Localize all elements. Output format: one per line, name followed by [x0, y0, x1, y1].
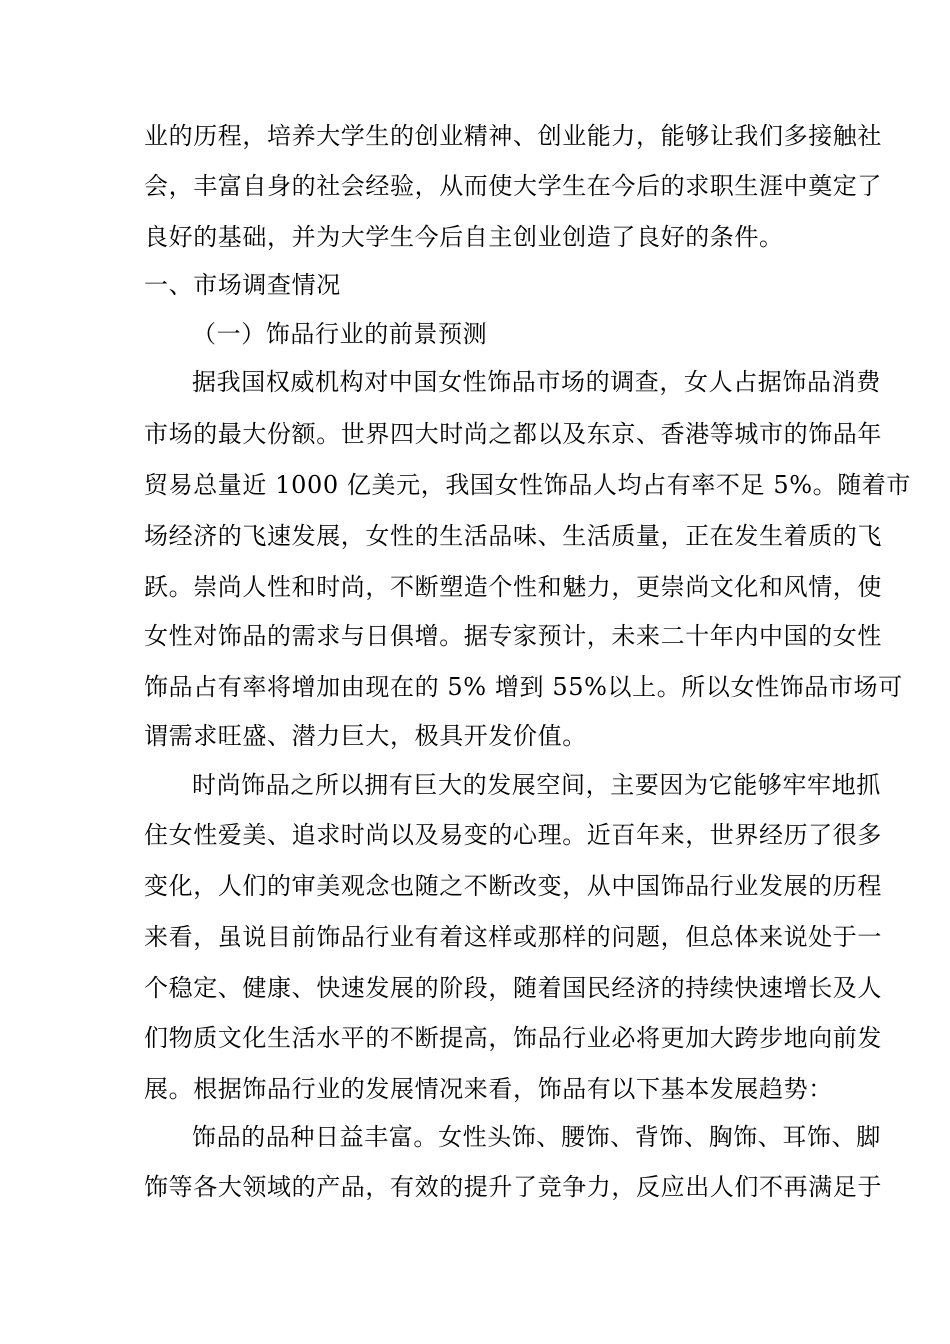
- text-line: 女性对饰品的需求与日俱增。据专家预计，未来二十年内中国的女性: [144, 622, 882, 650]
- text-line: 贸易总量近 1000 亿美元，我国女性饰品人均占有率不足 5%。随着市: [144, 471, 912, 499]
- text-line: 时尚饰品之所以拥有巨大的发展空间，主要因为它能够牢牢地抓: [192, 771, 881, 799]
- text-line: 饰品的品种日益丰富。女性头饰、腰饰、背饰、胸饰、耳饰、脚: [192, 1123, 881, 1151]
- text-line: 据我国权威机构对中国女性饰品市场的调查，女人占据饰品消费: [192, 368, 881, 396]
- text-line: 谓需求旺盛、潜力巨大，极具开发价值。: [144, 722, 587, 750]
- section-heading: 一、市场调查情况: [144, 271, 341, 299]
- text-line: 跃。崇尚人性和时尚，不断塑造个性和魅力，更崇尚文化和风情，使: [144, 573, 882, 601]
- text-line: 变化，人们的审美观念也随之不断改变，从中国饰品行业发展的历程: [144, 872, 882, 900]
- text-line: 场经济的飞速发展，女性的生活品味、生活质量，正在发生着质的飞: [144, 522, 882, 550]
- text-line: 个稳定、健康、快速发展的阶段，随着国民经济的持续快速增长及人: [144, 974, 882, 1002]
- text-line: 饰等各大领域的产品，有效的提升了竞争力，反应出人们不再满足于: [144, 1173, 882, 1201]
- text-line: 会，丰富自身的社会经验，从而使大学生在今后的求职生涯中奠定了: [144, 172, 882, 200]
- text-line: 市场的最大份额。世界四大时尚之都以及东京、香港等城市的饰品年: [144, 420, 882, 448]
- text-line: 来看，虽说目前饰品行业有着这样或那样的问题，但总体来说处于一: [144, 923, 882, 951]
- text-line: 住女性爱美、追求时尚以及易变的心理。近百年来，世界经历了很多: [144, 821, 882, 849]
- text-line: 良好的基础，并为大学生今后自主创业创造了良好的条件。: [144, 223, 784, 251]
- text-line: 业的历程，培养大学生的创业精神、创业能力，能够让我们多接触社: [144, 122, 882, 150]
- text-line: 们物质文化生活水平的不断提高，饰品行业必将更加大跨步地向前发: [144, 1024, 882, 1052]
- subsection-heading: （一）饰品行业的前景预测: [192, 320, 488, 348]
- text-line: 饰品占有率将增加由现在的 5% 增到 55%以上。所以女性饰品市场可: [144, 673, 903, 701]
- text-line: 展。根据饰品行业的发展情况来看，饰品有以下基本发展趋势：: [144, 1075, 833, 1103]
